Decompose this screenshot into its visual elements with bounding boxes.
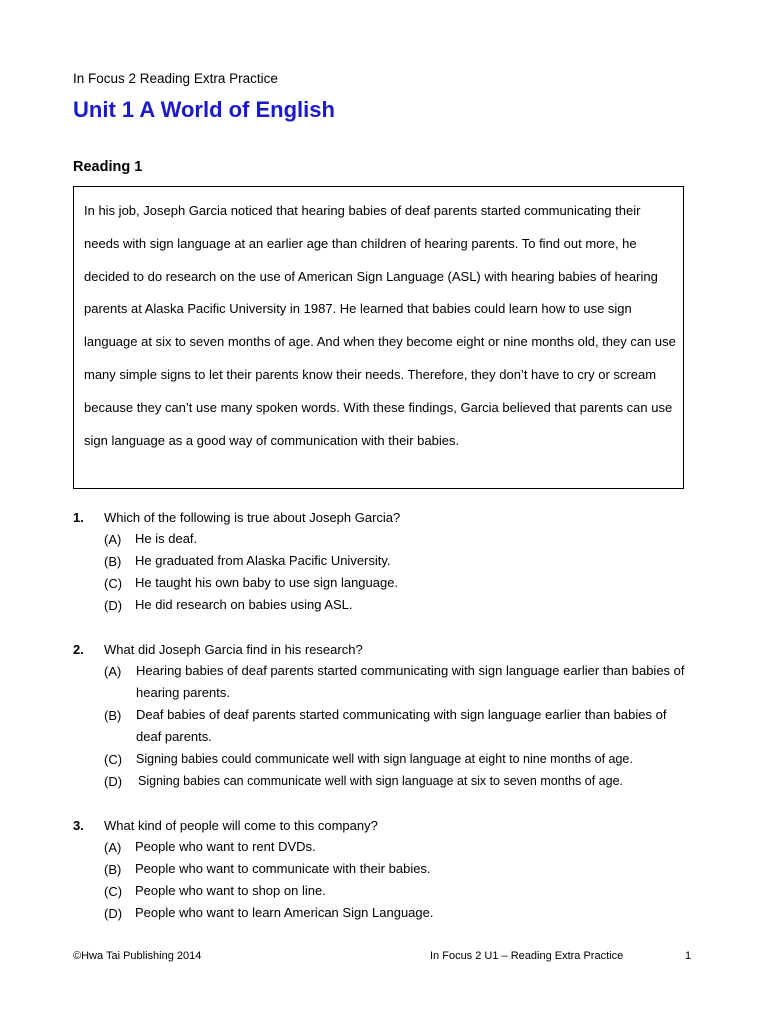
- unit-title: Unit 1 A World of English: [73, 97, 335, 122]
- option-text: People who want to learn American Sign Language.: [135, 905, 434, 920]
- option-text: Signing babies could communicate well with sign language at eight to nine months of age.: [136, 752, 633, 766]
- question-text: What kind of people will come to this company?: [104, 818, 378, 833]
- option-label: (D): [104, 774, 123, 789]
- option-text: He is deaf.: [135, 531, 198, 546]
- option-label: (B): [104, 708, 122, 723]
- option-text: Deaf babies of deaf parents started communicating with sign language earlier than babies of deaf parents.: [136, 707, 667, 744]
- question-text: What did Joseph Garcia find in his research?: [104, 642, 363, 657]
- question-number: 2.: [73, 642, 84, 657]
- option-text: He did research on babies using ASL.: [135, 597, 353, 612]
- reading-passage-text: In his job, Joseph Garcia noticed that hearing babies of deaf parents started communicating their needs with sign language at an earlier age than children of hearing parents. To find out more, he decided to do research on the use of American Sign Language (ASL) with hearing babies of hearing parents at Alaska Pacific University in 1987. He learned that babies could learn how to use sign language at six to seven months of age. And when they become eight or nine months old, they can use many simple signs to let their parents know their needs. Therefore, they don’t have to cry or scream because they can’t use many spoken words. With these findings, Garcia believed that parents can use sign language as a good way of communication with their babies.: [84, 203, 676, 448]
- question-number: 1.: [73, 510, 84, 525]
- option-label: (C): [104, 884, 123, 899]
- option-label: (D): [104, 906, 123, 921]
- option-text: Hearing babies of deaf parents started communicating with sign language earlier than babies of hearing parents.: [136, 663, 685, 700]
- option-label: (C): [104, 576, 123, 591]
- option-text: He taught his own baby to use sign language.: [135, 575, 399, 590]
- option-label: (A): [104, 532, 122, 547]
- option-label: (D): [104, 598, 123, 613]
- option-label: (C): [104, 752, 123, 767]
- option-text: He graduated from Alaska Pacific University.: [135, 553, 391, 568]
- option-text: Signing babies can communicate well with sign language at six to seven months of age.: [138, 774, 624, 788]
- option-text: People who want to communicate with their babies.: [135, 861, 431, 876]
- footer-copyright: ©Hwa Tai Publishing 2014: [73, 950, 202, 962]
- footer-title: In Focus 2 U1 – Reading Extra Practice: [430, 950, 624, 962]
- question-text: Which of the following is true about Joseph Garcia?: [104, 510, 401, 525]
- option-text: People who want to rent DVDs.: [135, 839, 316, 854]
- option-label: (B): [104, 862, 122, 877]
- reading-title: Reading 1: [73, 159, 143, 175]
- option-label: (A): [104, 840, 122, 855]
- option-label: (B): [104, 554, 122, 569]
- reading-passage-box: [73, 186, 684, 489]
- document-subtitle: In Focus 2 Reading Extra Practice: [73, 71, 278, 86]
- footer-page-number: 1: [685, 950, 692, 962]
- option-label: (A): [104, 664, 122, 679]
- question-number: 3.: [73, 818, 84, 833]
- option-text: People who want to shop on line.: [135, 883, 326, 898]
